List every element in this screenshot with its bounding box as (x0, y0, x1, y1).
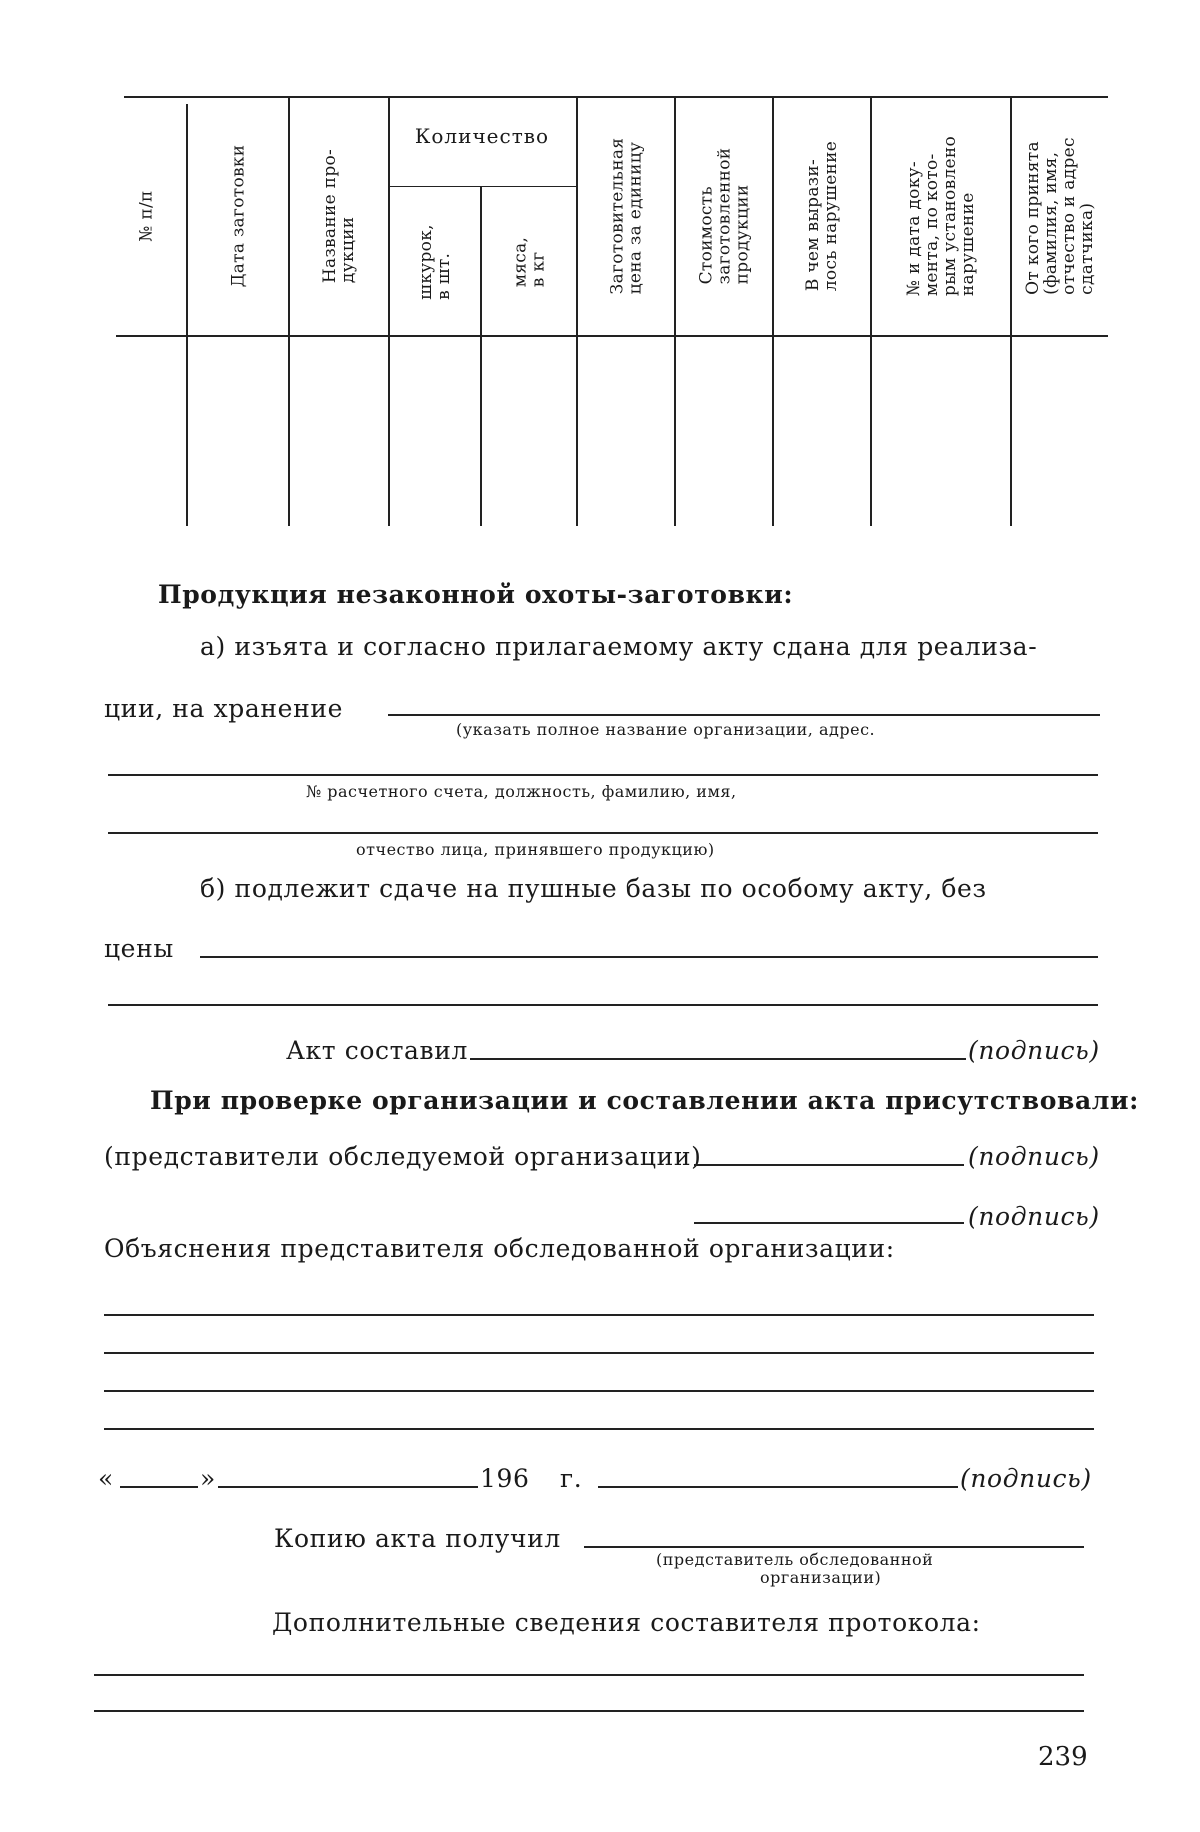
quantity-group-title: Количество (388, 124, 576, 148)
fill-line (108, 832, 1098, 834)
column-header-product-name (290, 96, 388, 335)
column-header-supplier (1012, 96, 1108, 335)
column-header-cost (676, 96, 772, 335)
item-b-line2: цены (104, 934, 174, 963)
signature-line (598, 1486, 958, 1488)
signature-label: (подпись) (960, 1464, 1092, 1493)
representatives-label: (представители обследуемой организации) (104, 1142, 701, 1171)
signature-line (694, 1222, 964, 1224)
column-header-label: мяса, в кг (511, 236, 547, 287)
copy-hint-line1: (представитель обследованной (656, 1550, 933, 1569)
signature-line (694, 1164, 964, 1166)
fill-line (94, 1674, 1084, 1676)
fill-line (200, 956, 1098, 958)
signature-line (470, 1058, 966, 1060)
item-b-line1: б) подлежит сдаче на пушные базы по особому акту, без (200, 874, 987, 903)
hint-account: № расчетного счета, должность, фамилию, имя, (306, 782, 737, 801)
column-header-label: В чем вырази- лось нарушение (804, 140, 840, 290)
date-day-line (120, 1486, 198, 1488)
column-header-label: Название про- дукции (321, 148, 357, 282)
signature-label: (подпись) (968, 1036, 1100, 1065)
date-close-quote: » (200, 1464, 216, 1493)
date-year: 196 (480, 1464, 530, 1493)
date-open-quote: « (98, 1464, 114, 1493)
quantity-group-rule (388, 186, 576, 187)
fill-line (108, 1004, 1098, 1006)
column-header-label: Стоимость заготовленной продукции (697, 147, 751, 284)
page-number: 239 (1038, 1742, 1088, 1772)
date-year-suffix: г. (560, 1464, 582, 1493)
column-header-label: Заготовительная цена за единицу (608, 137, 644, 294)
act-compiled-label: Акт составил (286, 1036, 468, 1065)
hint-person: отчество лица, принявшего продукцию) (356, 840, 715, 859)
column-header-label: От кого принята (фамилия, имя, отчество и адрес сдатчика) (1024, 137, 1096, 295)
explanations-heading: Объяснения представителя обследованной организации: (104, 1234, 895, 1263)
hint-organization: (указать полное название организации, адрес. (456, 720, 875, 739)
item-a-line2: ции, на хранение (104, 694, 343, 723)
fill-line (104, 1352, 1094, 1354)
copy-hint-line2: организации) (760, 1568, 881, 1587)
column-header-label: № и дата доку- мента, по кото- рым установлено нарушение (905, 135, 977, 295)
copy-received-label: Копию акта получил (274, 1524, 561, 1553)
column-header-violation (774, 96, 870, 335)
fill-line (108, 774, 1098, 776)
column-header-date (188, 96, 288, 335)
column-header-skins (390, 188, 480, 335)
fill-line (388, 714, 1100, 716)
column-header-meat (482, 188, 576, 335)
column-header-document (872, 96, 1010, 335)
fill-line (104, 1390, 1094, 1392)
fill-line (94, 1710, 1084, 1712)
signature-label: (подпись) (968, 1202, 1100, 1231)
present-heading: При проверке организации и составлении акта присутствовали: (150, 1086, 1139, 1115)
date-month-line (218, 1486, 478, 1488)
column-header-label: шкурок, в шт. (417, 224, 453, 300)
document-page (0, 0, 1200, 1832)
column-header-label: Дата заготовки (229, 144, 247, 287)
fill-line (104, 1314, 1094, 1316)
section-heading: Продукция незаконной охоты-заготовки: (158, 580, 793, 609)
fill-line (104, 1428, 1094, 1430)
table-header-rule (116, 335, 1108, 337)
additional-info-heading: Дополнительные сведения составителя протокола: (272, 1608, 981, 1637)
item-a-line1: а) изъята и согласно прилагаемому акту сдана для реализа- (200, 632, 1037, 661)
column-header-number (108, 96, 186, 335)
column-header-label: № п/п (138, 190, 156, 241)
signature-line (584, 1546, 1084, 1548)
signature-label: (подпись) (968, 1142, 1100, 1171)
column-header-unit-price (578, 96, 674, 335)
